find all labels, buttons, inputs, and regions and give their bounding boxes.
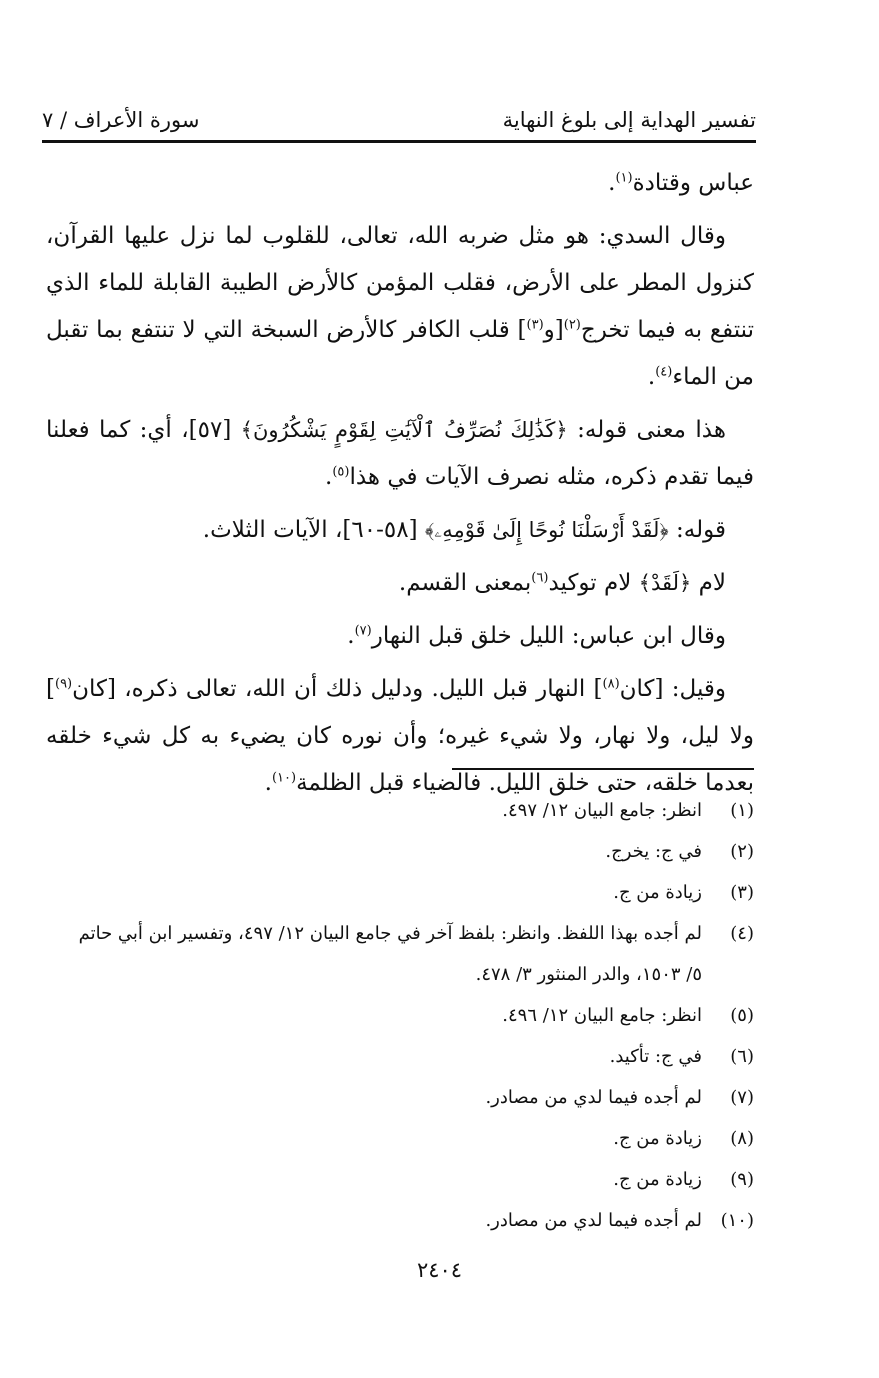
footnote-ref: (٣) — [526, 317, 544, 333]
footnote-text: زيادة من ج. — [613, 1128, 702, 1149]
footnote-number: (٦) — [730, 1046, 754, 1067]
footnote-text: انظر: جامع البيان ١٢/ ٤٩٧. — [502, 800, 702, 821]
paragraph-4: قوله: ﴿لَقَدْ أَرْسَلْنَا نُوحًا إِلَىٰ قَوْمِهِۦ﴾ [٥٨-٦٠]، الآيات الثلاث. — [202, 517, 726, 543]
quran-verse: ﴿لَقَدْ﴾ — [638, 571, 692, 595]
footnote-item — [46, 913, 754, 995]
footnote-item — [46, 790, 754, 831]
footnote-text: لم أجده بهذا اللفظ. وانظر: بلفظ آخر في جامع البيان ١٢/ ٤٩٧، وتفسير ابن أبي حاتم — [78, 923, 702, 944]
footnote-item — [46, 1036, 754, 1077]
paragraph-2: وقال السدي: هو مثل ضربه الله، تعالى، للقلوب لما نزل عليها القرآن، كنزول المطر على الأرض، فقلب المؤمن كالأرض الطيبة القابلة للماء الذي تنتفع به فيما تخرج$^{(٢)}$[و$^{(٣)}$] قلب الكافر كالأرض السبخة التي لا تنتفع بما تقبل من الماء$^{(٤)}$. — [46, 223, 754, 390]
footnotes — [46, 790, 754, 1241]
footnote-ref: (٩) — [54, 676, 73, 692]
footnote-number: (٧) — [730, 1087, 754, 1108]
paragraph-6: وقال ابن عباس: الليل خلق قبل النهار$^{(٧)}$. — [347, 623, 726, 649]
footnote-number: (٤) — [730, 923, 754, 944]
paragraph-5: لام ﴿لَقَدْ﴾ لام توكيد$^{(٦)}$بمعنى القسم. — [398, 570, 726, 596]
footnote-ref: (١٠) — [271, 770, 297, 786]
footnote-item — [46, 995, 754, 1036]
footnote-ref: (٦) — [531, 570, 549, 586]
footnote-text: انظر: جامع البيان ١٢/ ٤٩٦. — [502, 1005, 702, 1026]
main-text — [46, 160, 754, 813]
footnote-text-continued: ٥/ ١٥٠٣، والدر المنثور ٣/ ٤٧٨. — [475, 964, 702, 985]
paragraph-7: وقيل: [كان$^{(٨)}$] النهار قبل الليل. ودليل ذلك أن الله، تعالى ذكره، [كان$^{(٩)}$] ولا ليل، ولا نهار، ولا شيء غيره؛ وأن نوره كان يضيء به كل شيء خلقه بعدما خلقه، حتى خلق الليل. فالضياء قبل الظلمة$^{(١٠)}$. — [46, 676, 754, 796]
footnote-ref: (٨) — [602, 676, 620, 692]
footnote-item — [46, 1200, 754, 1241]
quran-verse: ﴿لَقَدْ أَرْسَلْنَا نُوحًا إِلَىٰ قَوْمِهِۦ﴾ — [424, 518, 669, 542]
running-header — [42, 100, 756, 140]
footnote-item — [46, 872, 754, 913]
footnote-text: زيادة من ج. — [613, 882, 702, 903]
footnote-number: (٥) — [730, 1005, 754, 1026]
footnote-ref: (٥) — [332, 464, 350, 480]
surah-label: سورة الأعراف / ٧ — [42, 108, 200, 132]
paragraph-1: عباس وقتادة$^{(١)}$. — [608, 170, 754, 196]
footnote-number: (١) — [730, 800, 754, 821]
footnote-text: في ج: تأكيد. — [609, 1046, 702, 1067]
footnote-ref: (١) — [615, 170, 633, 186]
footnote-item — [46, 1077, 754, 1118]
footnote-text: زيادة من ج. — [613, 1169, 702, 1190]
footnote-number: (٣) — [730, 882, 754, 903]
footnote-rule — [452, 768, 754, 770]
footnote-number: (١٠) — [720, 1210, 754, 1231]
footnote-text: في ج: يخرج. — [605, 841, 702, 862]
header-rule — [42, 140, 756, 143]
footnote-number: (٢) — [730, 841, 754, 862]
footnote-text: لم أجده فيما لدي من مصادر. — [485, 1210, 702, 1231]
footnote-ref: (٧) — [354, 623, 372, 639]
quran-verse: ﴿كَذَٰلِكَ نُصَرِّفُ ٱلْآيَٰتِ لِقَوْمٍ يَشْكُرُونَ﴾ — [240, 418, 568, 442]
footnote-item — [46, 1159, 754, 1200]
footnote-item — [46, 831, 754, 872]
paragraph-3: هذا معنى قوله: ﴿كَذَٰلِكَ نُصَرِّفُ ٱلْآيَٰتِ لِقَوْمٍ يَشْكُرُونَ﴾ [٥٧]، أي: كما فعلنا فيما تقدم ذكره، مثله نصرف الآيات في هذا$^{(٥)}$. — [46, 417, 754, 490]
footnote-ref: (٤) — [655, 364, 673, 380]
footnote-item — [46, 1118, 754, 1159]
page-number: ٢٤٠٤ — [416, 1258, 463, 1282]
book-title: تفسير الهداية إلى بلوغ النهاية — [502, 108, 756, 132]
footnote-number: (٩) — [730, 1169, 754, 1190]
footnote-number: (٨) — [730, 1128, 754, 1149]
footnote-text: لم أجده فيما لدي من مصادر. — [485, 1087, 702, 1108]
footnote-ref: (٢) — [563, 317, 581, 333]
